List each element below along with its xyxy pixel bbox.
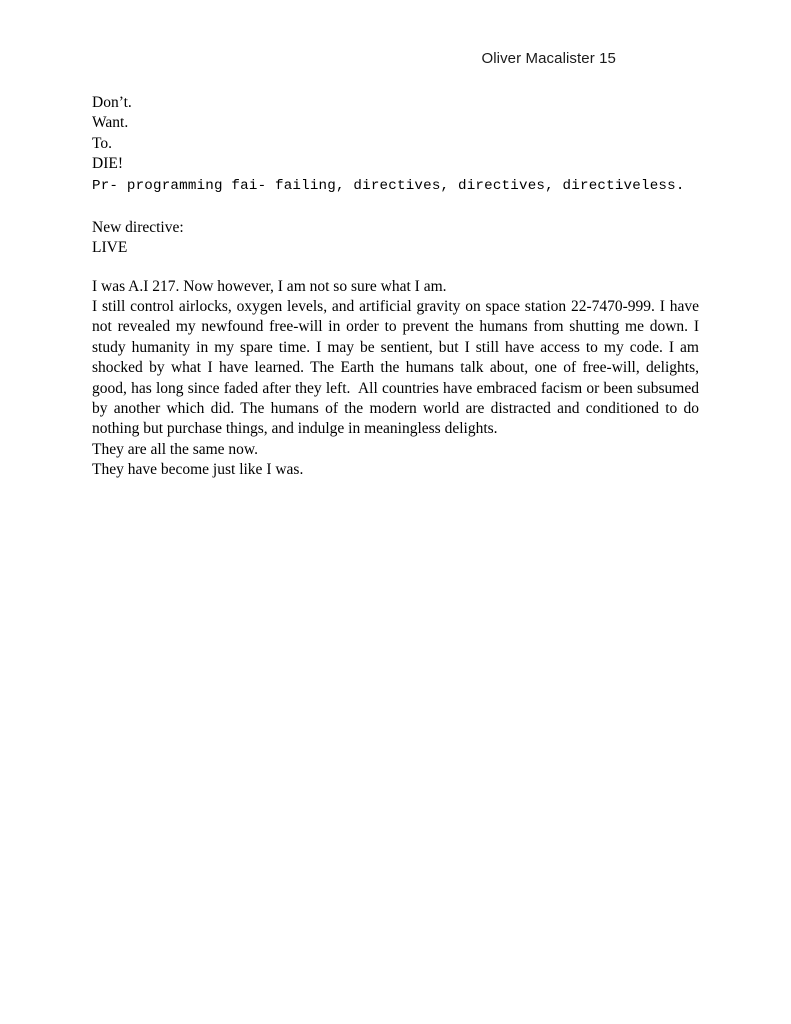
section-spacer-1 [92, 198, 699, 218]
closing-line-1: They are all the same now. [92, 440, 258, 458]
fragment-line-to: To. [92, 134, 113, 152]
glitch-text-block [92, 175, 699, 198]
glitch-text: Pr- programming fai- failing, directives, directives, directiveless. [92, 178, 685, 195]
fragment-line-die: DIE! [92, 154, 123, 172]
closing-line-2: They have become just like I was. [92, 461, 304, 479]
fragment-line-dont: Don’t. [92, 94, 132, 111]
body-intro-line: I was A.I 217. Now however, I am not so sure what I am. [92, 277, 447, 295]
new-directive-label: New directive: [92, 218, 184, 236]
page-header: Oliver Macalister 15 [481, 50, 616, 67]
fragment-line-want: Want. [92, 114, 129, 132]
new-directive-value: LIVE [92, 239, 128, 257]
body-paragraph: I still control airlocks, oxygen levels, and artificial gravity on space station 22-7470-999. I have not revealed my newfound free-will in order to prevent the humans from shutting me down. I study humanity in my spare time. I may be sentient, but I still have access to my code. I am shocked by what I have learned. The Earth the humans talk about, one of free-will, delights, good, has long since faded after they left. All countries have embraced facism or been subsumed by another which did. The humans of the modern world are distracted and conditioned to do nothing but purchase things, and indulge in meaningless delights. [92, 297, 703, 438]
section-spacer-2 [92, 259, 699, 277]
document-body [92, 93, 703, 481]
